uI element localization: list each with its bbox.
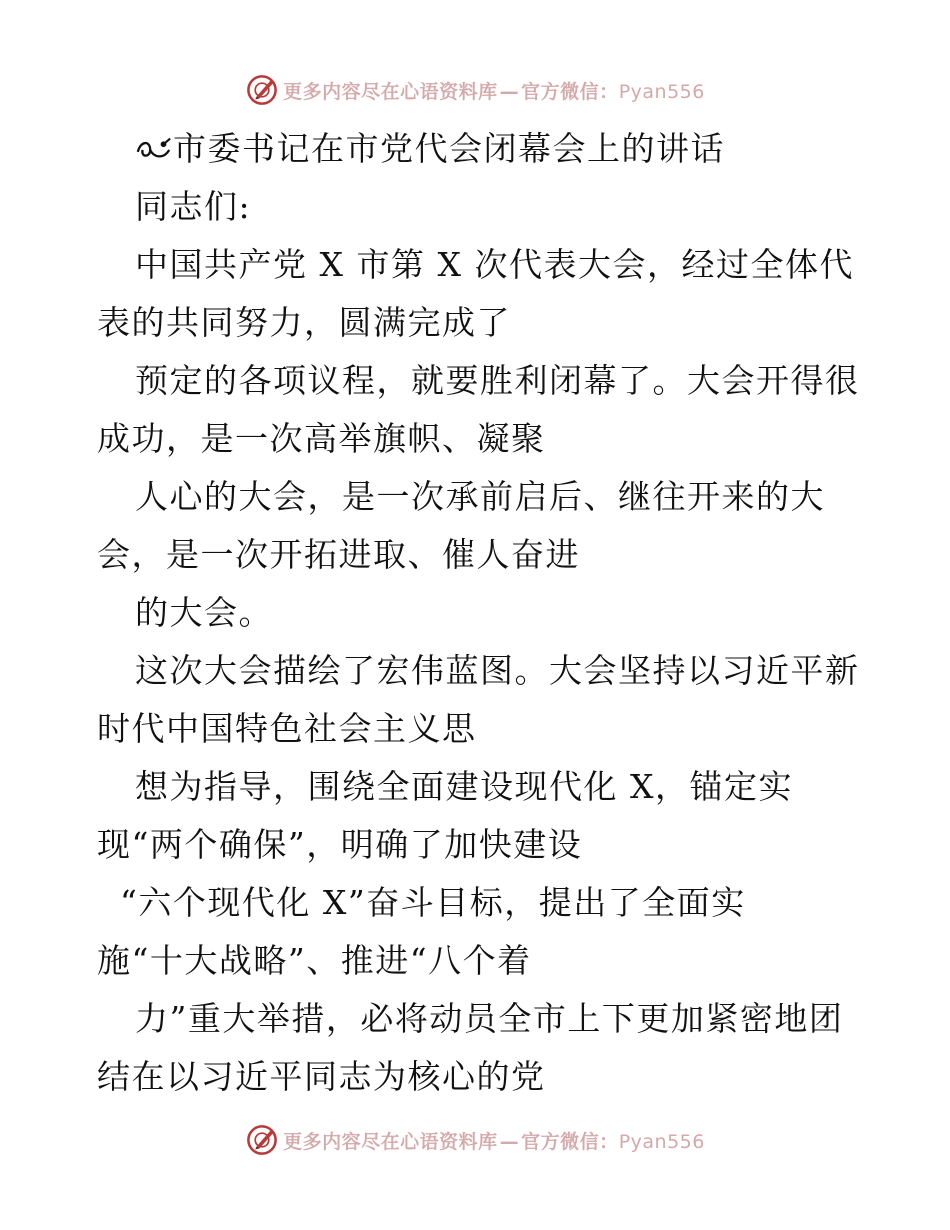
banner-wechat-label: 官方微信：	[521, 1130, 619, 1153]
paragraph-line: 想为指导，围绕全面建设现代化 X，锚定实	[135, 767, 793, 806]
banner-slogan: 更多内容尽在心语资料库	[283, 1130, 498, 1153]
banner-separator: —	[499, 80, 520, 103]
paragraph-line: 会，是一次开拓进取、催人奋进	[97, 535, 580, 574]
paragraph-line: 施“十大战略”、推进“八个着	[97, 941, 532, 980]
document-title	[135, 129, 725, 168]
banner-wechat-id: Pyan556	[618, 80, 705, 103]
paragraph-line: 预定的各项议程，就要胜利闭幕了。大会开得很	[135, 361, 860, 400]
banner-separator: —	[499, 1130, 520, 1153]
footer-banner	[0, 1120, 950, 1160]
banner-text	[283, 77, 705, 104]
banner-wechat-label: 官方微信：	[521, 80, 619, 103]
paragraph-line: “六个现代化 X”奋斗目标，提出了全面实	[120, 883, 746, 922]
paragraph-line: 成功，是一次高举旗帜、凝聚	[97, 419, 546, 458]
paragraph-line: 现“两个确保”，明确了加快建设	[97, 825, 583, 864]
title-text: 市委书记在市党代会闭幕会上的讲话	[173, 129, 725, 168]
paragraph-line: 时代中国特色社会主义思	[97, 709, 477, 748]
paragraph-line: 力”重大举措，必将动员全市上下更加紧密地团	[135, 999, 844, 1038]
paragraph-line: 表的共同努力，圆满完成了	[97, 303, 511, 342]
banner-slogan: 更多内容尽在心语资料库	[283, 80, 498, 103]
paragraph-line: 结在以习近平同志为核心的党	[97, 1057, 546, 1096]
bullet-flourish-icon	[135, 134, 173, 164]
paragraph-line: 同志们:	[135, 187, 252, 226]
paragraph-line: 人心的大会，是一次承前启后、继往开来的大	[135, 477, 825, 516]
logo-icon	[245, 1123, 279, 1157]
banner-wechat-id: Pyan556	[618, 1130, 705, 1153]
paragraph-line: 中国共产党 X 市第 X 次代表大会，经过全体代	[135, 245, 854, 284]
paragraph-line: 这次大会描绘了宏伟蓝图。大会坚持以习近平新	[135, 651, 860, 690]
banner-text	[283, 1127, 705, 1154]
logo-icon	[245, 73, 279, 107]
header-banner	[0, 70, 950, 110]
paragraph-line: 的大会。	[135, 593, 273, 632]
